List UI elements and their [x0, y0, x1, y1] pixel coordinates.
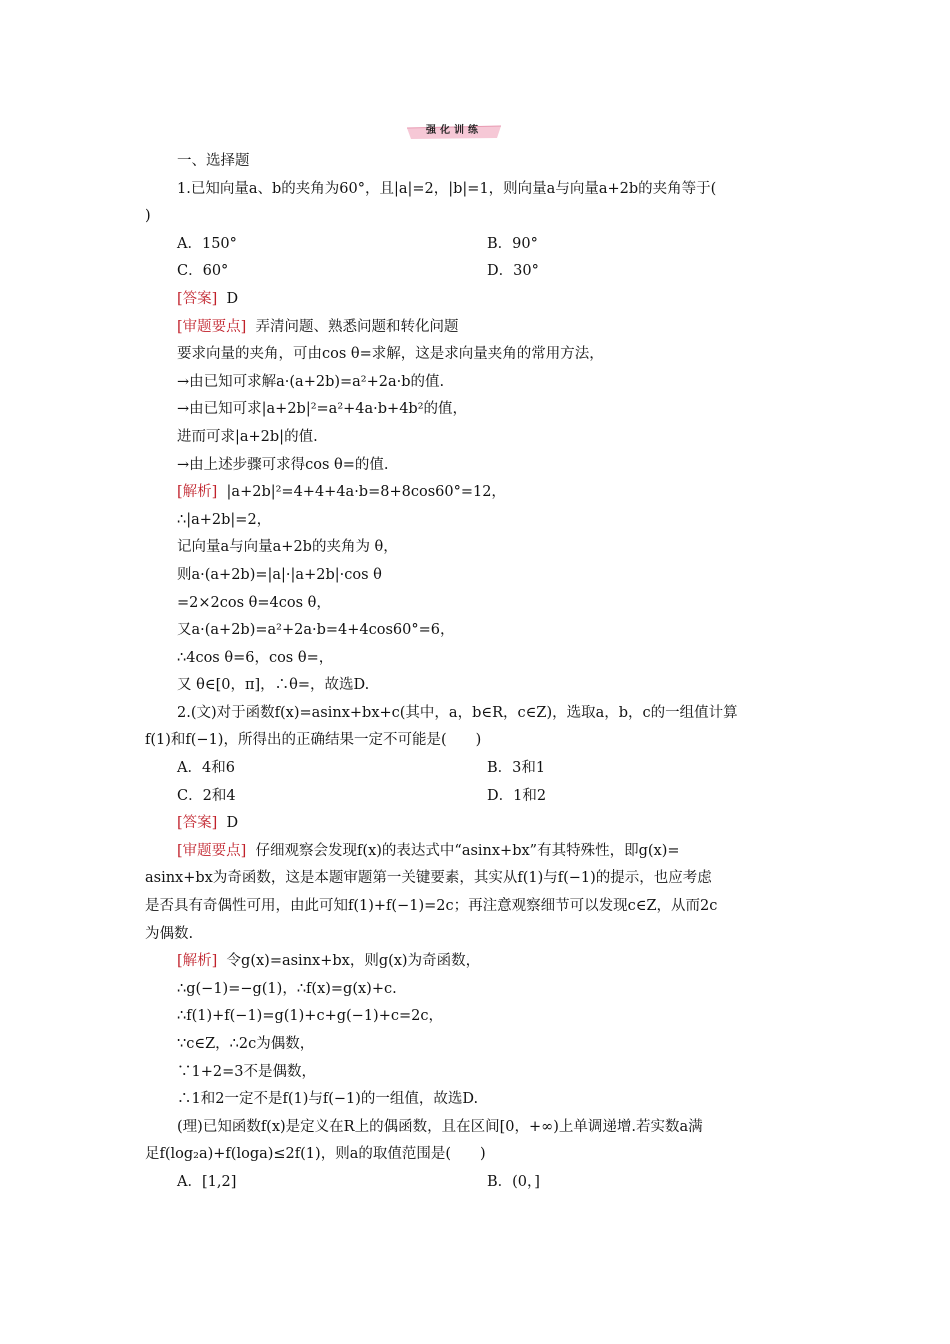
q1-solution-line: 又a·(a+2b)=a²+2a·b=4+4cos60°=6， — [177, 622, 455, 639]
answer-value: D — [226, 290, 239, 307]
answer-value: D — [226, 815, 239, 832]
option-c: C．2和4 — [177, 787, 236, 804]
option-a: A．[1,2] — [177, 1173, 237, 1190]
q1-key-line: →由上述步骤可求得cos θ=的值. — [177, 456, 389, 473]
q3-options-row1 — [145, 1169, 810, 1197]
q3-stem-cont: 足f(log₂a)+f(loga)≤2f(1)，则a的取值范围是( ) — [145, 1146, 486, 1163]
q1-solution-line: ∴4cos θ=6，cos θ=， — [177, 649, 334, 666]
q2-solution-line: ∵c∈Z，∴2c为偶数， — [177, 1036, 315, 1052]
q2-stem: 2.(文)对于函数f(x)=asinx+bx+c(其中，a，b∈R，c∈Z)，选取a，b，c的一组值计算 — [177, 704, 738, 721]
banner-title: 强化训练 — [426, 125, 482, 136]
q1-solution-line: ∴|a+2b|=2， — [177, 511, 272, 528]
q1-key-line: →由已知可求解a·(a+2b)=a²+2a·b的值. — [177, 373, 445, 390]
q2-solution-line: ∴g(−1)=−g(1)，∴f(x)=g(x)+c. — [177, 980, 397, 997]
option-c: C．60° — [177, 263, 229, 280]
q1-solution-line: 记向量a与向量a+2b的夹角为 θ， — [177, 539, 398, 556]
q1-answer — [145, 286, 810, 314]
q1-solution-line: 则a·(a+2b)=|a|·|a+2b|·cos θ — [177, 566, 382, 583]
key-tag: [审题要点] — [177, 318, 247, 335]
solution-tag: [解析] — [177, 484, 218, 501]
q3-stem: (理)已知函数f(x)是定义在R上的偶函数，且在区间[0，+∞)上单调递增.若实数a满 — [177, 1118, 703, 1135]
q2-key-line: 为偶数. — [145, 925, 194, 942]
q1-key-line: →由已知可求|a+2b|²=a²+4a·b+4b²的值， — [177, 401, 468, 418]
q2-options-row2 — [145, 783, 810, 811]
option-b: B．90° — [487, 235, 538, 252]
q2-solution-line: ∵1+2=3不是偶数， — [177, 1063, 316, 1080]
q1-options-row2 — [145, 258, 810, 286]
q1-solution — [145, 479, 810, 507]
q1-key-line: 进而可求|a+2b|的值. — [177, 428, 318, 445]
option-d: D．1和2 — [487, 787, 547, 804]
q2-stem-cont: f(1)和f(−1)，所得出的正确结果一定不可能是( ) — [145, 732, 482, 749]
solution-tag: [解析] — [177, 953, 218, 970]
q2-key-points — [145, 838, 810, 866]
key-text: 仔细观察会发现f(x)的表达式中“asinx+bx”有其特殊性，即g(x)= — [255, 842, 680, 859]
option-b: B．3和1 — [487, 760, 546, 777]
solution-text: |a+2b|²=4+4+4a·b=8+8cos60°=12， — [226, 484, 506, 501]
key-text: 弄清问题、熟悉问题和转化问题 — [255, 318, 459, 335]
q2-solution-line: ∴f(1)+f(−1)=g(1)+c+g(−1)+c=2c， — [177, 1008, 443, 1025]
q1-stem-cont: ) — [145, 208, 151, 225]
document-body — [145, 148, 810, 1197]
q1-solution-line: =2×2cos θ=4cos θ， — [177, 594, 331, 611]
option-d: D．30° — [487, 263, 539, 280]
q1-solution-line: 又 θ∈[0，π]，∴θ=，故选D. — [177, 677, 370, 694]
section-banner — [405, 124, 503, 140]
q2-solution-line: ∴1和2一定不是f(1)与f(−1)的一组值，故选D. — [177, 1091, 479, 1108]
option-a: A．150° — [177, 235, 237, 252]
q1-options-row1 — [145, 231, 810, 259]
q2-answer — [145, 810, 810, 838]
option-a: A．4和6 — [177, 760, 235, 777]
key-tag: [审题要点] — [177, 842, 247, 859]
answer-tag: [答案] — [177, 290, 218, 307]
solution-text: 令g(x)=asinx+bx，则g(x)为奇函数， — [226, 953, 481, 970]
section-title: 一、选择题 — [177, 153, 250, 169]
q2-solution — [145, 948, 810, 976]
q1-key-line: 要求向量的夹角，可由cos θ=求解，这是求向量夹角的常用方法， — [177, 346, 604, 363]
q2-key-line: 是否具有奇偶性可用，由此可知f(1)+f(−1)=2c；再注意观察细节可以发现c∈Z，从而2c — [145, 898, 718, 915]
q2-key-line: asinx+bx为奇函数，这是本题审题第一关键要素，其实从f(1)与f(−1)的提示，也应考虑 — [145, 870, 712, 887]
option-b: B．(0，] — [487, 1173, 540, 1190]
answer-tag: [答案] — [177, 815, 218, 832]
q2-options-row1 — [145, 755, 810, 783]
q1-key-points — [145, 314, 810, 342]
q1-stem: 1.已知向量a、b的夹角为60°，且|a|=2，|b|=1，则向量a与向量a+2b的夹角等于( — [177, 180, 717, 197]
